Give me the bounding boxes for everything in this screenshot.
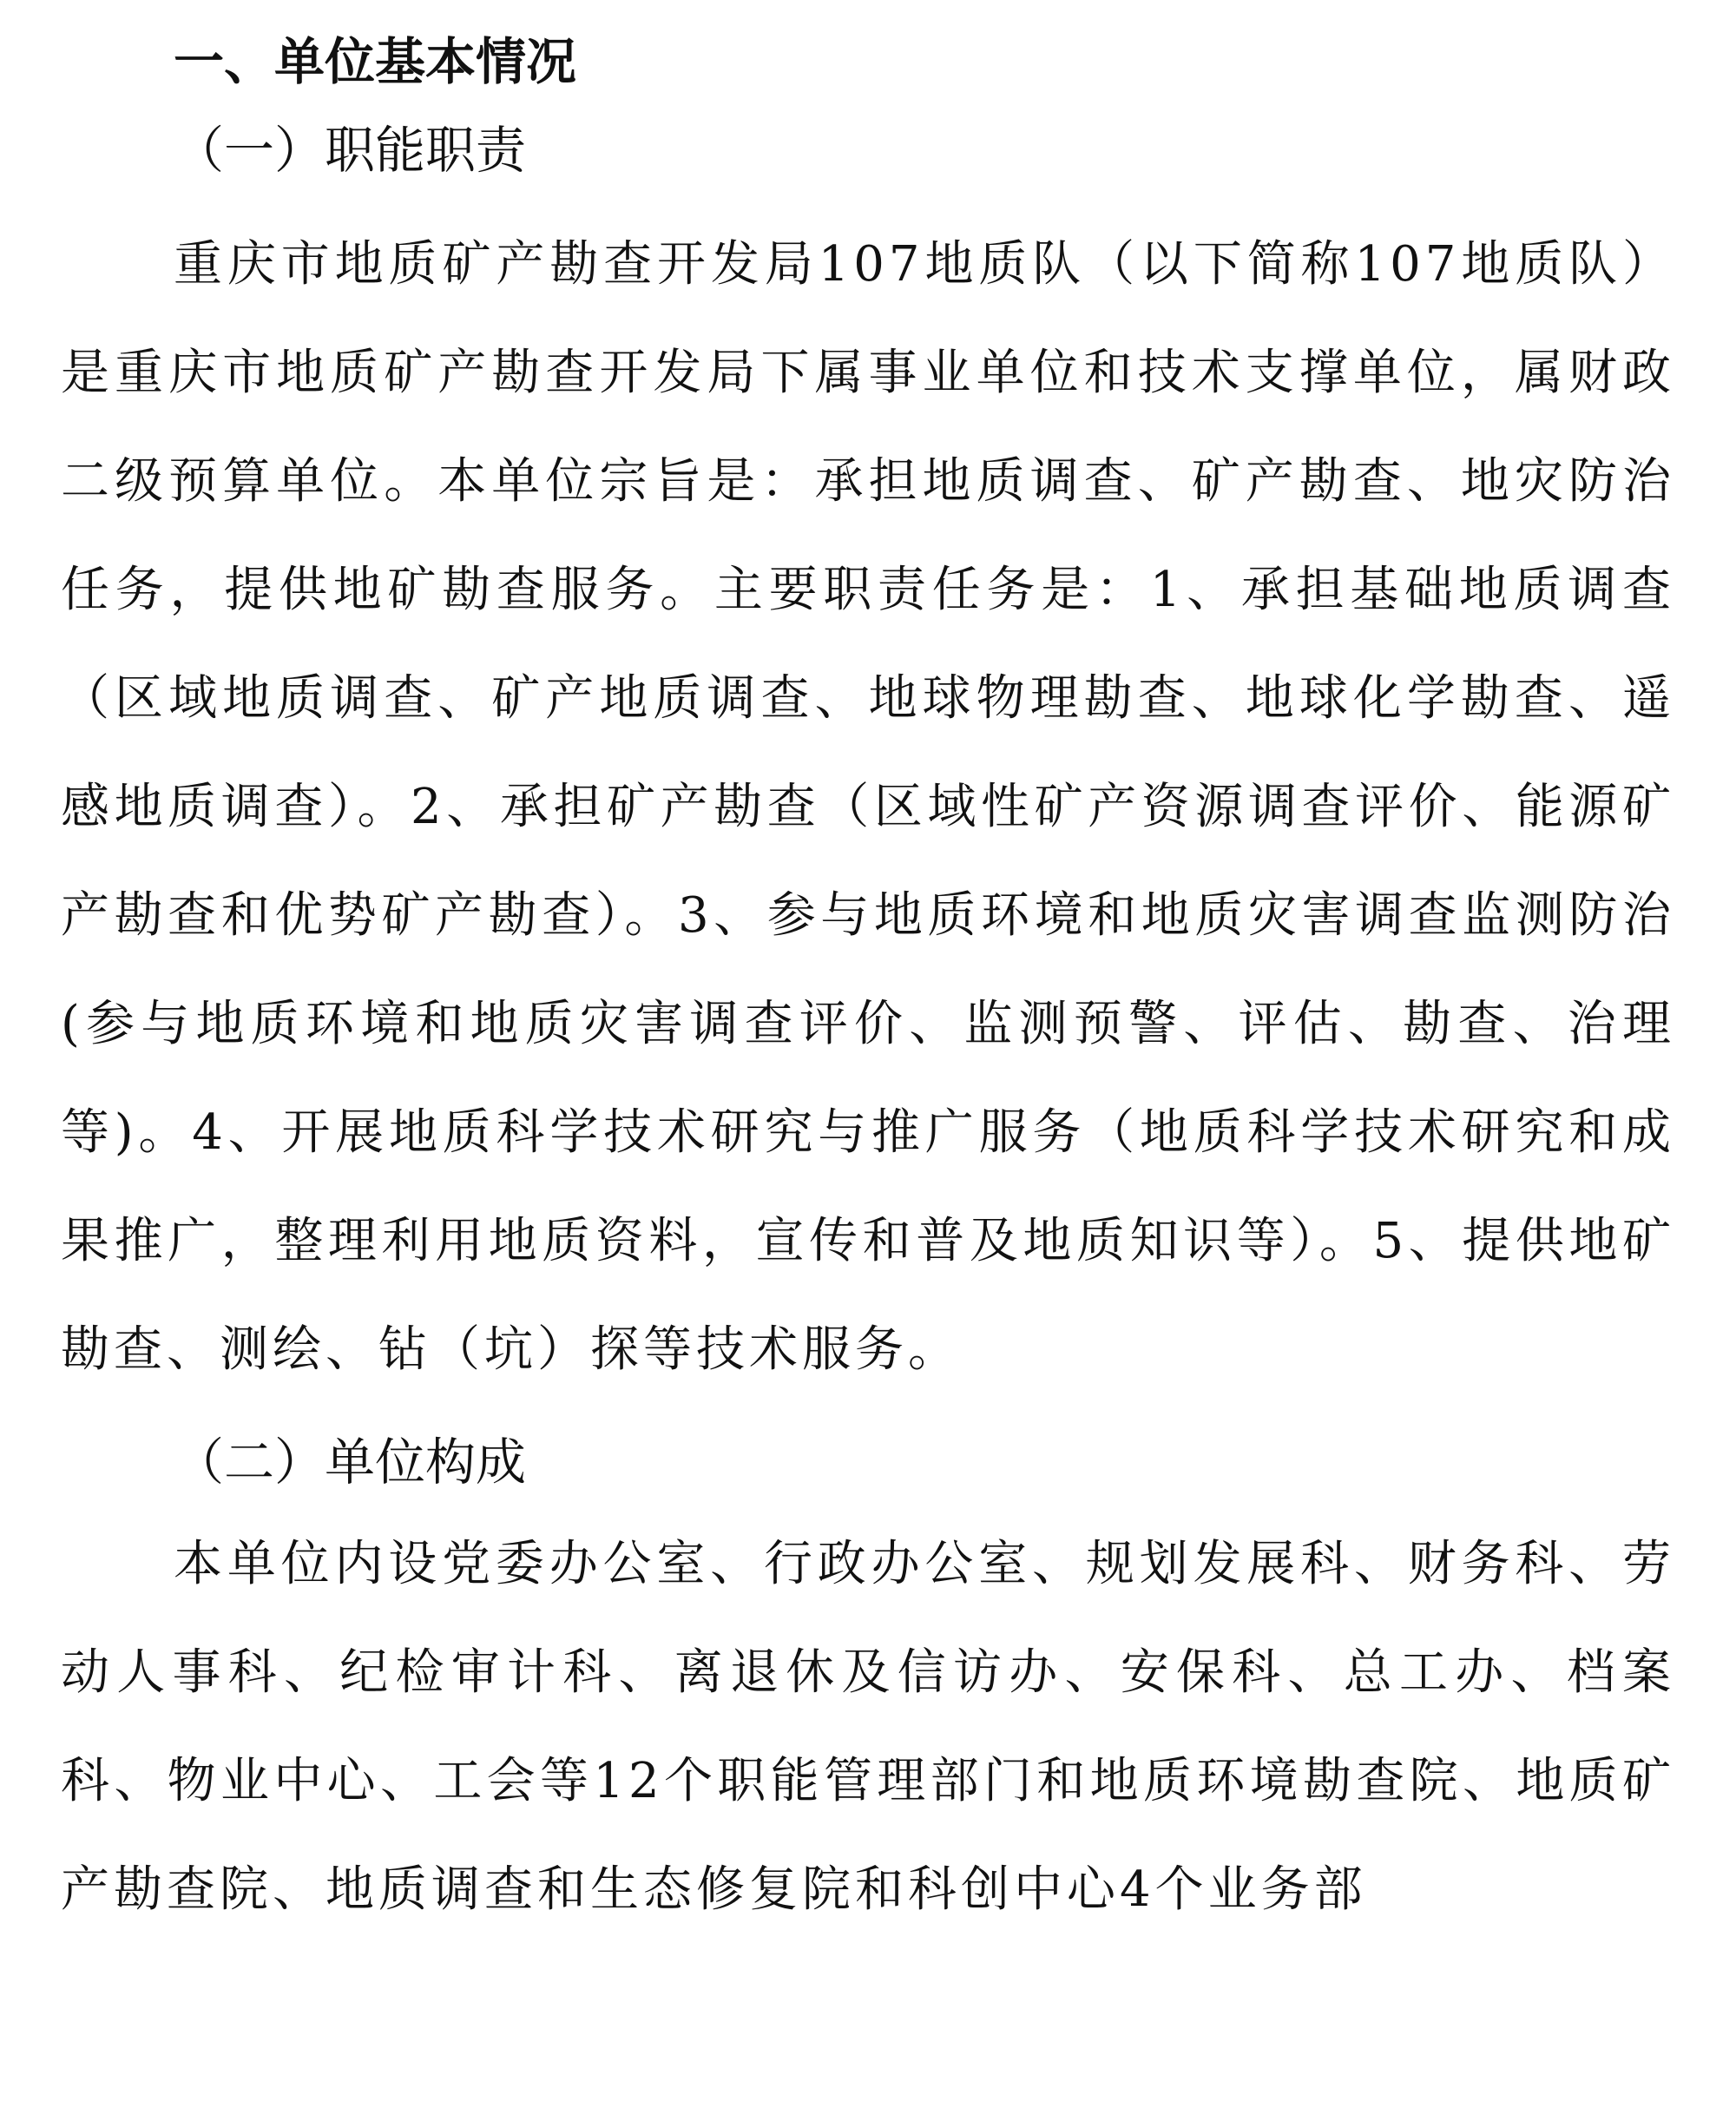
subsection-heading-duties: （一）职能职责 <box>174 121 527 180</box>
composition-paragraph: 本单位内设党委办公室、行政办公室、规划发展科、财务科、劳动人事科、纪检审计科、离退休及信访办、安保科、总工办、档案科、物业中心、工会等12个职能管理部门和地质环境勘查院、地质矿产勘查院、地质调查和生态修复院和科创中心4个业务部 <box>61 1536 1675 1918</box>
subsection-heading-composition: （二）单位构成 <box>174 1433 527 1492</box>
duties-paragraph: 重庆市地质矿产勘查开发局107地质队（以下简称107地质队）是重庆市地质矿产勘查开发局下属事业单位和技术支撑单位，属财政二级预算单位。本单位宗旨是：承担地质调查、矿产勘查、地灾防治任务，提供地矿勘查服务。主要职责任务是：1、承担基础地质调查（区域地质调查、矿产地质调查、地球物理勘查、地球化学勘查、遥感地质调查）。2、承担矿产勘查（区域性矿产资源调查评价、能源矿产勘查和优势矿产勘查）。3、参与地质环境和地质灾害调查监测防治(参与地质环境和地质灾害调查评价、监测预警、评估、勘查、治理等)。4、开展地质科学技术研究与推广服务（地质科学技术研究和成果推广，整理利用地质资料，宣传和普及地质知识等）。5、提供地矿勘查、测绘、钻（坑）探等技术服务。 <box>61 236 1675 1378</box>
section-title: 一、单位基本情况 <box>174 32 577 91</box>
